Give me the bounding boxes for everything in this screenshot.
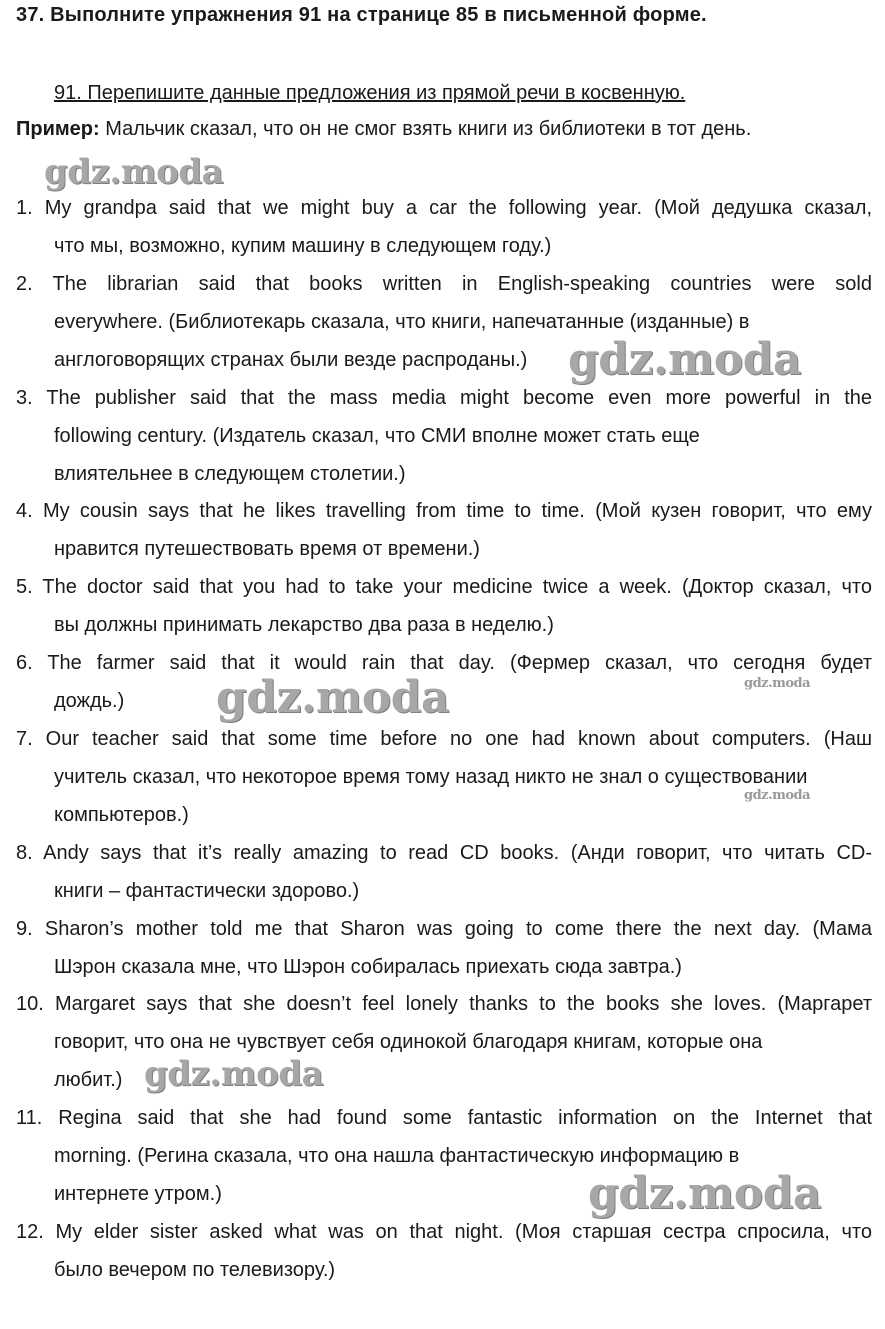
watermark: gdz.moda: [744, 788, 811, 803]
answer-line: following century. (Издатель сказал, что СМИ вполне может стать еще: [54, 425, 700, 447]
answer-item: [16, 379, 872, 493]
watermark: gdz.moda: [568, 334, 802, 385]
answer-line: говорит, что она не чувствует себя одинокой благодаря книгам, которые она: [54, 1031, 763, 1053]
watermark: gdz.moda: [144, 1054, 324, 1094]
answer-item: [16, 492, 872, 568]
answer-line: 4. My cousin says that he likes travelling from time to time. (Мой кузен говорит, что ему: [16, 500, 872, 522]
watermark: gdz.moda: [216, 672, 450, 723]
exercise-instruction: 91. Перепишите данные предложения из прямой речи в косвенную.: [54, 82, 686, 104]
answer-line: 7. Our teacher said that some time before no one had known about computers. (Наш: [16, 728, 872, 750]
answer-line: вы должны принимать лекарство два раза в неделю.): [54, 614, 554, 636]
answer-line: книги – фантастически здорово.): [54, 880, 360, 902]
answer-line: интернете утром.): [54, 1183, 222, 1205]
answer-line: 11. Regina said that she had found some fantastic information on the Internet that: [16, 1107, 872, 1129]
answer-line: влиятельнее в следующем столетии.): [54, 463, 406, 485]
exercise-heading: 37. Выполните упражнения 91 на странице 85 в письменной форме.: [16, 4, 707, 26]
answer-item: [16, 720, 872, 834]
example-line: [16, 118, 751, 141]
answer-line: было вечером по телевизору.): [54, 1259, 336, 1281]
answer-line: 12. My elder sister asked what was on that night. (Моя старшая сестра спросила, что: [16, 1221, 872, 1243]
answer-line: любит.): [54, 1069, 123, 1091]
answer-line: 5. The doctor said that you had to take your medicine twice a week. (Доктор сказал, что: [16, 576, 872, 598]
answer-line: учитель сказал, что некоторое время тому назад никто не знал о существовании: [54, 766, 808, 788]
answer-line: 8. Andy says that it’s really amazing to read CD books. (Анди говорит, что читать CD-: [16, 842, 872, 864]
answer-item: [16, 568, 872, 644]
answer-line: morning. (Регина сказала, что она нашла фантастическую информацию в: [54, 1145, 740, 1167]
answer-line: компьютеров.): [54, 804, 189, 826]
answer-line: 6. The farmer said that it would rain that day. (Фермер сказал, что сегодня будет: [16, 652, 872, 674]
answer-line: нравится путешествовать время от времени.): [54, 538, 480, 560]
answer-line: дождь.): [54, 690, 125, 712]
answer-line: 9. Sharon’s mother told me that Sharon was going to come there the next day. (Мама: [16, 918, 872, 940]
example-text: Мальчик сказал, что он не смог взять книги из библиотеки в тот день.: [99, 118, 752, 140]
answer-line: everywhere. (Библиотекарь сказала, что книги, напечатанные (изданные) в: [54, 311, 750, 333]
answer-line: 10. Margaret says that she doesn’t feel lonely thanks to the books she loves. (Маргарет: [16, 993, 872, 1015]
answer-line: Шэрон сказала мне, что Шэрон собиралась приехать сюда завтра.): [54, 956, 682, 978]
watermark: gdz.moda: [744, 676, 811, 691]
answer-line: 1. My grandpa said that we might buy a car the following year. (Мой дедушка сказал,: [16, 197, 872, 219]
example-label: Пример:: [16, 118, 100, 140]
answer-line: что мы, возможно, купим машину в следующем году.): [54, 235, 552, 257]
answer-line: англоговорящих странах были везде распроданы.): [54, 349, 528, 371]
answer-item: [16, 189, 872, 265]
answer-line: 2. The librarian said that books written in English-speaking countries were sold: [16, 273, 872, 295]
answer-line: 3. The publisher said that the mass media might become even more powerful in the: [16, 387, 872, 409]
watermark: gdz.moda: [44, 152, 224, 192]
answer-item: [16, 834, 872, 910]
answer-item: [16, 1213, 872, 1289]
answer-item: [16, 910, 872, 986]
watermark: gdz.moda: [588, 1168, 822, 1219]
